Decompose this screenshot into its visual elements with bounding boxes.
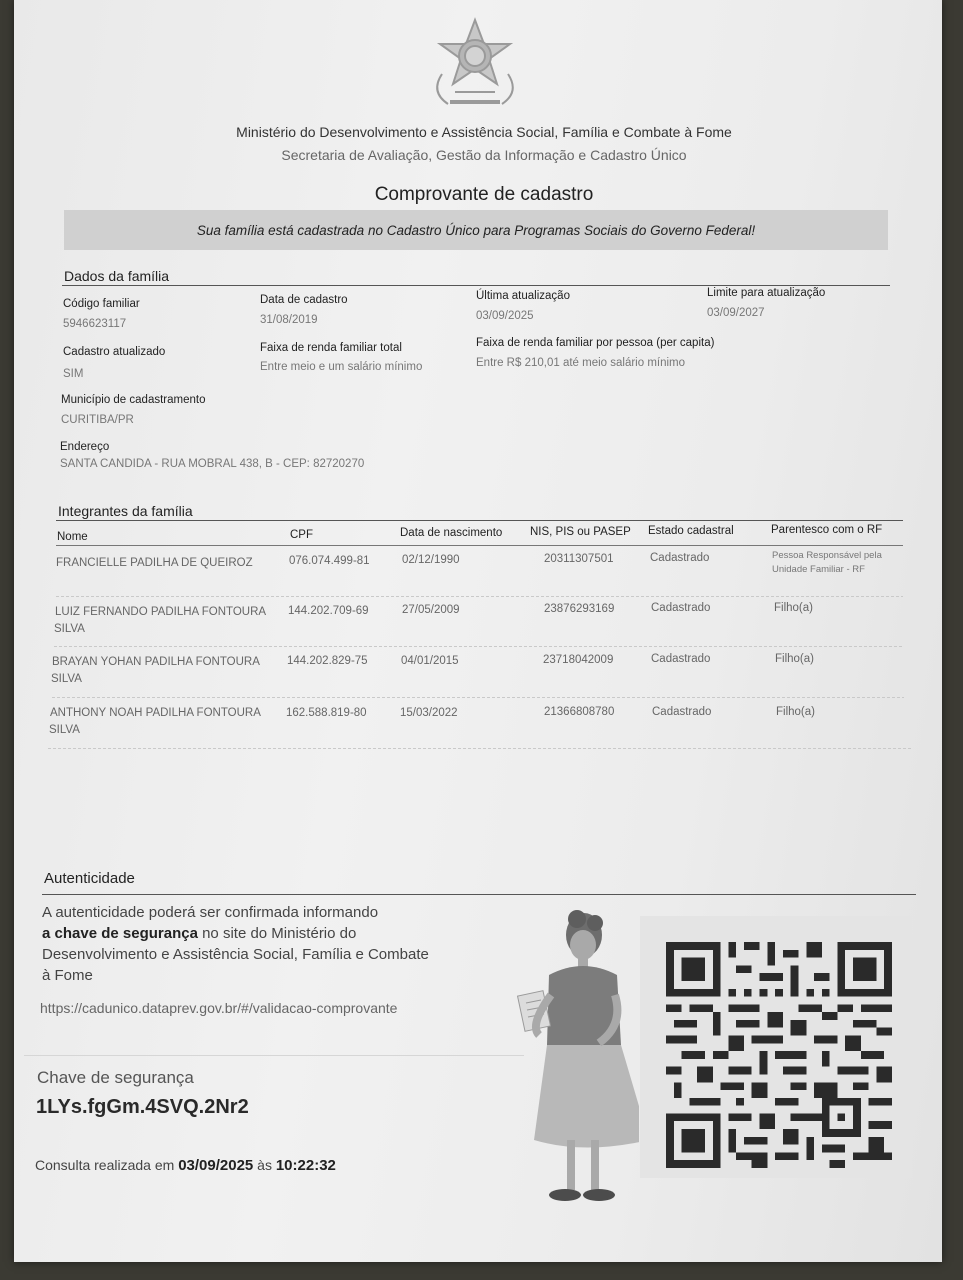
consulta-time: 10:22:32 <box>275 1157 336 1174</box>
table-row-4-cpf: 162.588.819-80 <box>286 707 367 719</box>
table-row-2-cpf: 144.202.709-69 <box>288 605 369 617</box>
endereco-label: Endereço <box>60 441 110 453</box>
table-row-2-nome-cont: SILVA <box>54 623 85 635</box>
table-row-2-nis: 23876293169 <box>544 603 615 615</box>
chave-box-divider <box>24 1055 524 1056</box>
table-row-divider <box>52 697 904 698</box>
cadastro-atualizado-value: SIM <box>63 368 84 380</box>
auth-line-3: Desenvolvimento e Assistência Social, Família e Combate <box>42 946 429 963</box>
chave-label: Chave de segurança <box>37 1068 194 1087</box>
table-row-divider <box>56 596 903 597</box>
table-row-1-nascimento: 02/12/1990 <box>402 554 460 566</box>
secretaria-name: Secretaria de Avaliação, Gestão da Informação e Cadastro Único <box>281 147 687 163</box>
col-header-estado: Estado cadastral <box>648 525 734 537</box>
auth-line-1: A autenticidade poderá ser confirmada informando <box>42 904 379 921</box>
table-row-4-estado: Cadastrado <box>652 706 712 718</box>
table-row-2-nascimento: 27/05/2009 <box>402 604 460 616</box>
table-row-4-nome-cont: SILVA <box>49 724 80 736</box>
status-banner: Sua família está cadastrada no Cadastro Único para Programas Sociais do Governo Federal! <box>64 210 888 250</box>
codigo-label: Código familiar <box>63 298 140 310</box>
table-row-2-parentesco: Filho(a) <box>774 602 813 614</box>
table-row-3-nascimento: 04/01/2015 <box>401 655 459 667</box>
consulta-line <box>35 1157 336 1174</box>
consulta-sep: às <box>257 1157 272 1173</box>
codigo-value: 5946623117 <box>63 318 127 330</box>
table-row-3-cpf: 144.202.829-75 <box>287 655 368 667</box>
limite-atualizacao-value: 03/09/2027 <box>707 307 765 319</box>
family-section-divider <box>62 285 890 286</box>
table-row-divider <box>48 748 912 749</box>
table-row-4-nome: ANTHONY NOAH PADILHA FONTOURA <box>50 707 261 719</box>
faixa-capita-label: Faixa de renda familiar por pessoa (per capita) <box>476 337 715 349</box>
data-cadastro-label: Data de cadastro <box>260 294 348 306</box>
table-row-3-parentesco: Filho(a) <box>775 653 814 665</box>
faixa-capita-value: Entre R$ 210,01 até meio salário mínimo <box>476 357 686 369</box>
ultima-atualizacao-value: 03/09/2025 <box>476 310 534 322</box>
table-row-3-nome: BRAYAN YOHAN PADILHA FONTOURA <box>52 656 260 668</box>
table-row-3-estado: Cadastrado <box>651 653 711 665</box>
auth-section-divider <box>42 894 916 895</box>
table-row-1-nis: 20311307501 <box>544 553 614 565</box>
table-row-1-cpf: 076.074.499-81 <box>289 555 370 567</box>
coat-of-arms-seal <box>420 14 530 114</box>
family-section-title: Dados da família <box>64 268 170 284</box>
col-header-nome: Nome <box>57 531 88 543</box>
endereco-value: SANTA CANDIDA - RUA MOBRAL 438, B - CEP: 82720270 <box>60 458 365 470</box>
faixa-total-label: Faixa de renda familiar total <box>260 342 402 354</box>
municipio-label: Município de cadastramento <box>61 394 206 406</box>
document-title: Comprovante de cadastro <box>374 184 594 205</box>
auth-line-2-bold: a chave de segurança <box>42 925 198 942</box>
table-header-divider <box>56 545 903 546</box>
qr-code[interactable] <box>666 940 892 1170</box>
table-row-1-parentesco: Pessoa Responsável pela Unidade Familiar - RF <box>772 550 882 575</box>
table-row-1-estado: Cadastrado <box>650 552 710 564</box>
ultima-atualizacao-label: Última atualização <box>476 290 570 302</box>
col-header-cpf: CPF <box>290 529 313 541</box>
members-section-title: Integrantes da família <box>58 503 193 519</box>
members-section-divider <box>56 520 903 521</box>
limite-atualizacao-label: Limite para atualização <box>707 287 826 299</box>
auth-section-title: Autenticidade <box>44 870 135 887</box>
table-row-4-nascimento: 15/03/2022 <box>400 707 458 719</box>
woman-illustration <box>499 905 639 1225</box>
col-header-nascimento: Data de nascimento <box>400 527 503 539</box>
table-row-4-parentesco: Filho(a) <box>776 706 815 718</box>
data-cadastro-value: 31/08/2019 <box>260 314 318 326</box>
auth-line-2 <box>42 923 502 944</box>
table-row-1-nome: FRANCIELLE PADILHA DE QUEIROZ <box>56 557 253 569</box>
col-header-parentesco: Parentesco com o RF <box>771 524 883 536</box>
consulta-date: 03/09/2025 <box>178 1157 254 1174</box>
col-header-nis: NIS, PIS ou PASEP <box>530 526 631 538</box>
validation-url[interactable]: https://cadunico.dataprev.gov.br/#/validacao-comprovante <box>40 1000 398 1016</box>
table-row-3-nome-cont: SILVA <box>51 673 82 685</box>
table-row-2-nome: LUIZ FERNANDO PADILHA FONTOURA <box>55 606 267 618</box>
auth-line-2-rest: no site do Ministério do <box>197 925 357 942</box>
table-row-4-nis: 21366808780 <box>544 706 615 718</box>
table-row-divider <box>54 646 903 647</box>
auth-line-4: à Fome <box>42 967 93 984</box>
faixa-total-value: Entre meio e um salário mínimo <box>260 361 423 373</box>
auth-instructions <box>42 902 502 986</box>
consulta-label: Consulta realizada em <box>35 1157 175 1173</box>
chave-value: 1LYs.fgGm.4SVQ.2Nr2 <box>36 1096 249 1118</box>
document-page <box>14 0 942 1262</box>
table-row-2-estado: Cadastrado <box>651 602 711 614</box>
table-row-3-nis: 23718042009 <box>543 654 614 666</box>
municipio-value: CURITIBA/PR <box>61 414 134 426</box>
ministry-name: Ministério do Desenvolvimento e Assistência Social, Família e Combate à Fome <box>236 124 732 140</box>
cadastro-atualizado-label: Cadastro atualizado <box>63 346 166 358</box>
